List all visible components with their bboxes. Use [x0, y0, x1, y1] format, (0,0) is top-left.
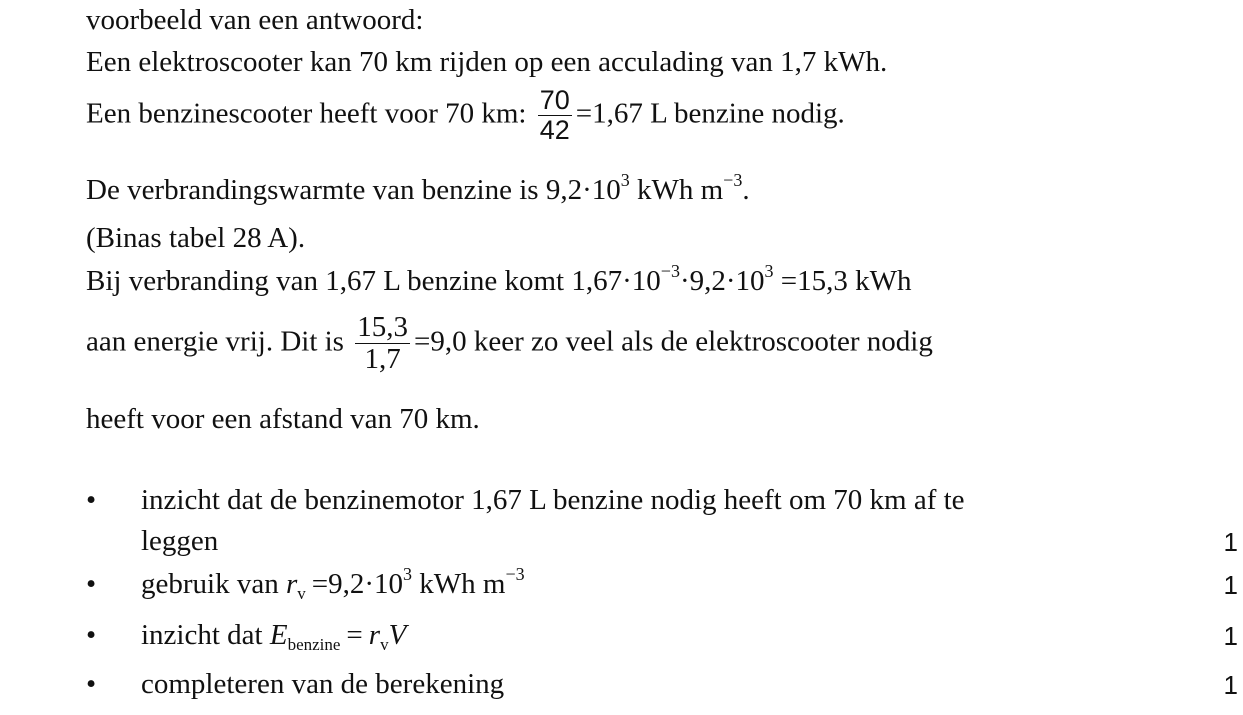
text: Een benzinescooter heeft voor 70 km:: [86, 97, 527, 130]
subscript: v: [380, 635, 389, 654]
answer-paragraph-1: Een elektroscooter kan 70 km rijden op een acculading van 1,7 kWh.: [86, 46, 888, 78]
answer-heading: voorbeeld van een antwoord:: [86, 4, 424, 36]
text: inzicht dat: [141, 619, 263, 651]
subscript: v: [297, 584, 306, 603]
scoring-item-text-continued: leggen: [141, 525, 219, 557]
fraction-numerator: 70: [539, 85, 570, 115]
score-points: 1: [1223, 670, 1238, 700]
answer-paragraph-7: heeft voor een afstand van 70 km.: [86, 403, 480, 435]
result: =9,0: [413, 325, 467, 358]
value: =9,2·10: [311, 568, 404, 600]
fraction-denominator: 42: [539, 115, 570, 146]
value: 9,2·10: [545, 174, 621, 206]
answer-paragraph-6: [86, 312, 933, 376]
fraction-numerator: 15,3: [357, 311, 408, 343]
score-points: 1: [1223, 570, 1238, 600]
scoring-item-text: [141, 619, 407, 654]
exponent: −3: [660, 261, 680, 281]
variable: E: [269, 619, 288, 651]
value: 1,67·10: [571, 265, 661, 297]
scoring-item-text: inzicht dat de benzinemotor 1,67 L benzine nodig heeft om 70 km af te: [141, 484, 965, 516]
score-points: 1: [1223, 621, 1238, 651]
fraction-denominator: 1,7: [364, 343, 401, 376]
bullet-icon: •: [86, 619, 97, 651]
variable: r: [368, 619, 381, 651]
answer-paragraph-5: [86, 261, 912, 297]
equals: =: [346, 619, 363, 651]
exponent: 3: [403, 564, 413, 584]
bullet-icon: •: [86, 568, 97, 600]
scoring-item-text: completeren van de berekening: [141, 668, 505, 700]
text: aan energie vrij. Dit is: [86, 325, 344, 358]
exponent: 3: [620, 170, 630, 190]
unit: kWh m: [636, 174, 724, 206]
exponent: 3: [764, 261, 774, 281]
answer-paragraph-2: [86, 86, 845, 145]
fraction: [355, 312, 410, 376]
text: De verbrandingswarmte van benzine is: [86, 174, 539, 206]
bullet-icon: •: [86, 484, 97, 516]
text: keer zo veel als de elektroscooter nodig: [473, 325, 933, 358]
text: Bij verbranding van 1,67 L benzine komt: [86, 265, 565, 297]
subscript: benzine: [287, 635, 341, 654]
text: benzine nodig.: [674, 97, 845, 130]
variable: r: [285, 568, 298, 600]
scoring-item-text: [141, 564, 525, 603]
fraction: [538, 86, 572, 145]
variable: V: [388, 619, 407, 651]
answer-paragraph-3: [86, 170, 750, 206]
score-points: 1: [1223, 527, 1238, 557]
unit: kWh m: [419, 568, 506, 600]
result: =1,67 L: [575, 97, 667, 130]
bullet-icon: •: [86, 668, 97, 700]
text: gebruik van: [141, 568, 279, 600]
period: .: [742, 174, 750, 206]
unit-exponent: −3: [505, 564, 525, 584]
unit-exponent: −3: [723, 170, 743, 190]
answer-paragraph-4: (Binas tabel 28 A).: [86, 222, 306, 254]
value: ·9,2·10: [679, 265, 765, 297]
result: =15,3 kWh: [780, 265, 912, 297]
